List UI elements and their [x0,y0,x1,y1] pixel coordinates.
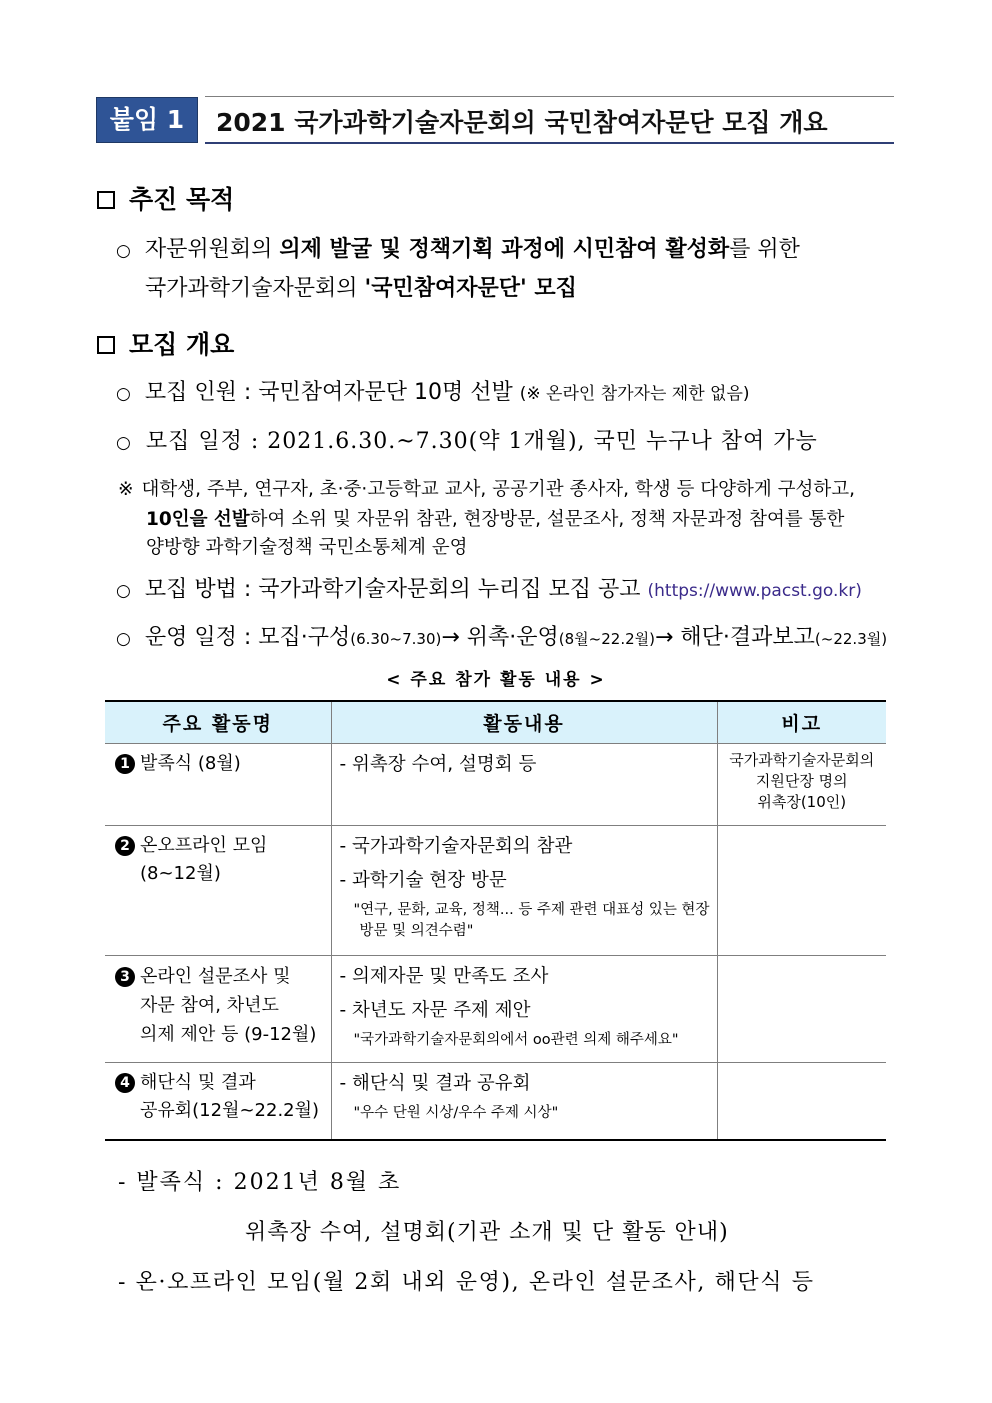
activity-name: 1 발족식 (8월) [105,744,331,826]
members-line: ○ 모집 인원 : 국민참여자문단 10명 선발 (※ 온라인 참가자는 제한 없음) [116,380,750,405]
footer-line-2: 위촉장 수여, 설명회(기관 소개 및 단 활동 안내) [245,1220,729,1245]
section-heading-purpose: 추진 목적 [97,180,234,216]
note-line-3: 양방향 과학기술정책 국민소통체계 운영 [146,537,468,558]
activity-name: 4 해단식 및 결과 공유회(12월~22.2월) [105,1063,331,1140]
purpose-line-1: ○ 자문위원회의 의제 발굴 및 정책기획 과정에 시민참여 활성화를 위한 [116,237,800,262]
activity-content: - 의제자문 및 만족도 조사 - 차년도 자문 주제 제안 "국가과학기술자문회의에서 oo관련 의제 해주세요" [331,956,717,1063]
ops-schedule-line: ○ 운영 일정 : 모집·구성(6.30~7.30)→ 위촉·운영(8월~22.2월)→ 해단·결과보고(~22.3월) [116,625,888,650]
number-badge-icon: 3 [115,967,135,987]
activities-table [105,700,886,1141]
page-title: 2021 국가과학기술자문회의 국민참여자문단 모집 개요 [216,108,828,137]
activity-note [717,1063,886,1140]
activity-content: - 위촉장 수여, 설명회 등 [331,744,717,826]
title-rule-bottom [205,142,894,144]
circle-bullet-icon: ○ [116,629,131,649]
table-caption: < 주요 참가 활동 내용 > [386,670,606,690]
circle-bullet-icon: ○ [116,433,132,453]
column-header: 활동내용 [331,701,717,744]
section-heading-overview: 모집 개요 [97,325,234,361]
activity-note [717,956,886,1063]
footer-line-1: - 발족식 : 2021년 8월 초 [118,1170,402,1195]
note-line-2: 10인을 선발하여 소위 및 자문위 참관, 현장방문, 설문조사, 정책 자문과정 참여를 통한 [146,509,845,530]
number-badge-icon: 1 [115,754,135,774]
activity-name: 3 온라인 설문조사 및 자문 참여, 차년도 의제 제안 등 (9-12월) [105,956,331,1063]
activity-name: 2 온오프라인 모임 (8~12월) [105,826,331,956]
number-badge-icon: 2 [115,836,135,856]
schedule-line: ○ 모집 일정 : 2021.6.30.~7.30(약 1개월), 국민 누구나 참여 가능 [116,429,818,454]
checkbox-square-icon [97,191,115,209]
table-row [105,826,886,956]
activity-note: 국가과학기술자문회의 지원단장 명의 위촉장(10인) [717,744,886,826]
title-rule-top [205,96,894,97]
table-header-row [105,701,886,744]
circle-bullet-icon: ○ [116,581,131,601]
footer-line-3: - 온·오프라인 모임(월 2회 내외 운영), 온라인 설문조사, 해단식 등 [118,1270,815,1295]
activity-content: - 해단식 및 결과 공유회 "우수 단원 시상/우수 주제 시상" [331,1063,717,1140]
activity-content: - 국가과학기술자문회의 참관 - 과학기술 현장 방문 "연구, 문화, 교육, 정책... 등 주제 관련 대표성 있는 현장 방문 및 의견수렴" [331,826,717,956]
method-line: ○ 모집 방법 : 국가과학기술자문회의 누리집 모집 공고 (https://www.pacst.go.kr) [116,577,862,602]
table-row [105,956,886,1063]
circle-bullet-icon: ○ [116,384,131,404]
purpose-line-2: 국가과학기술자문회의 '국민참여자문단' 모집 [145,276,577,301]
pacst-url-link[interactable]: (https://www.pacst.go.kr) [647,581,862,601]
activity-note [717,826,886,956]
table-row [105,1063,886,1140]
column-header: 주요 활동명 [105,701,331,744]
attachment-badge: 붙임 1 [96,97,198,143]
column-header: 비고 [717,701,886,744]
note-line-1: ※ 대학생, 주부, 연구자, 초·중·고등학교 교사, 공공기관 종사자, 학생 등 다양하게 구성하고, [118,479,855,500]
checkbox-square-icon [97,336,115,354]
number-badge-icon: 4 [115,1073,135,1093]
table-row [105,744,886,826]
circle-bullet-icon: ○ [116,241,131,261]
